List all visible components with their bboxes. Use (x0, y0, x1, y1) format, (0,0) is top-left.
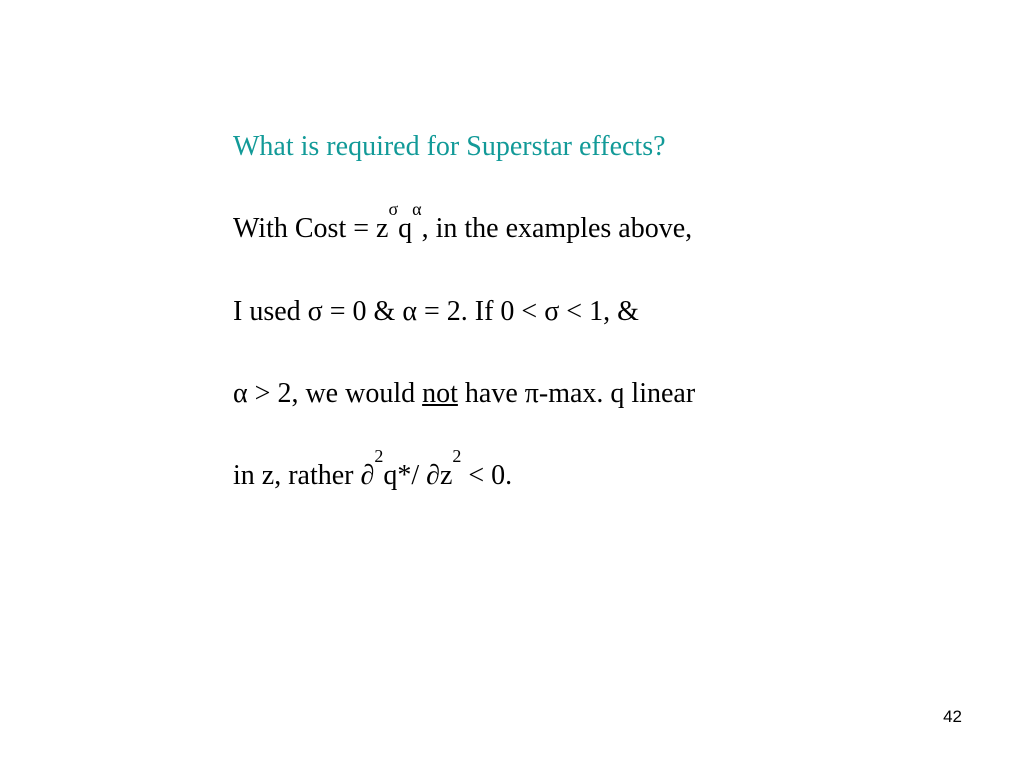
text-segment: α > 2, we would (233, 378, 423, 409)
slide-title: What is required for Superstar effects? (233, 131, 666, 162)
text-segment: q*/ ∂z (383, 460, 453, 491)
underlined-not: not (422, 378, 458, 409)
text-segment: < 0. (461, 460, 513, 491)
text-segment: have π-max. q linear (457, 378, 696, 409)
superscript-two: 2 (452, 446, 462, 466)
text-segment: With Cost = z (233, 213, 389, 244)
body-line-cost (233, 199, 693, 246)
superscript-alpha: α (412, 199, 422, 219)
body-line-alpha (233, 377, 695, 411)
superscript-sigma: σ (388, 199, 399, 219)
page-number: 42 (943, 707, 962, 726)
body-line-parameters: I used σ = 0 & α = 2. If 0 < σ < 1, & (233, 296, 639, 327)
body-line-derivative (233, 446, 513, 493)
text-segment: , in the examples above, (421, 213, 693, 244)
superscript-two: 2 (374, 446, 384, 466)
text-segment: q (398, 213, 413, 244)
text-segment: in z, rather ∂ (233, 460, 375, 491)
